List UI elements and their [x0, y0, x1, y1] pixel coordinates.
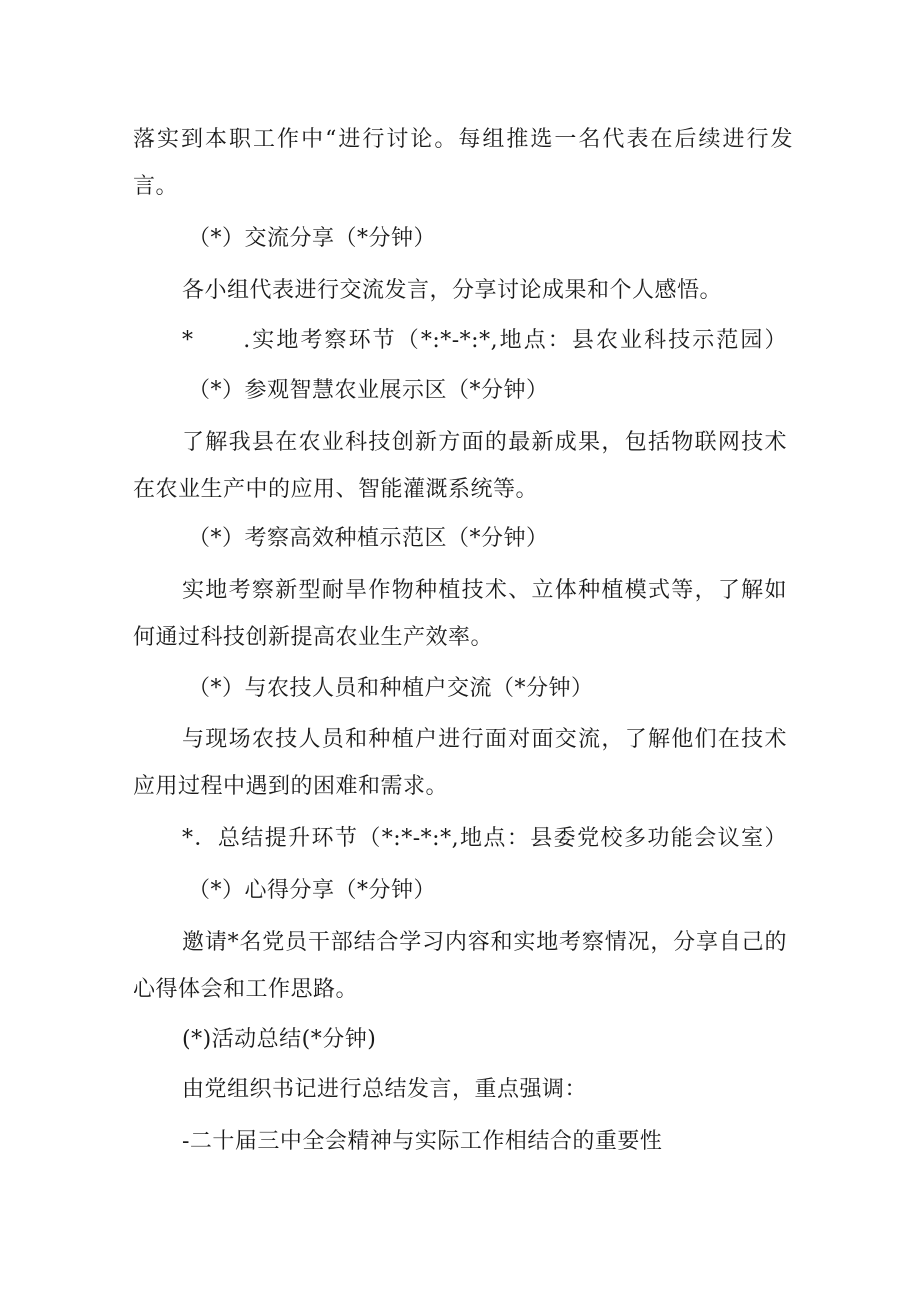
paragraph-line: 与现场农技人员和种植户进行面对面交流，了解他们在技术	[182, 727, 787, 752]
section-heading: (*)活动总结(*分钟)	[182, 1027, 377, 1052]
paragraph-line: 应用过程中遇到的困难和需求。	[133, 774, 449, 799]
paragraph-line: 实地考察新型耐旱作物种植技术、立体种植模式等，了解如	[182, 578, 787, 603]
section-heading: （*）参观智慧农业展示区（*分钟）	[188, 378, 549, 403]
section-heading: * .实地考察环节（*:*-*:*,地点：县农业科技示范园）	[182, 328, 787, 353]
paragraph-line: 言。	[133, 174, 179, 199]
paragraph-line: 邀请*名党员干部结合学习内容和实地考察情况，分享自己的	[182, 930, 787, 955]
paragraph-line: 了解我县在农业科技创新方面的最新成果，包括物联网技术	[182, 430, 787, 455]
paragraph-line: 由党组织书记进行总结发言，重点强调：	[182, 1077, 588, 1102]
paragraph-line: 各小组代表进行交流发言，分享讨论成果和个人感悟。	[182, 278, 723, 303]
paragraph-line: 心得体会和工作思路。	[133, 977, 359, 1002]
paragraph-line: -二十届三中全会精神与实际工作相结合的重要性	[182, 1129, 663, 1154]
section-heading: *．总结提升环节（*:*-*:*,地点：县委党校多功能会议室）	[182, 826, 787, 851]
section-heading: （*）考察高效种植示范区（*分钟）	[188, 526, 549, 551]
section-heading: （*）心得分享（*分钟）	[188, 878, 437, 903]
paragraph-line: 在农业生产中的应用、智能灌溉系统等。	[133, 477, 539, 502]
paragraph-line: 落实到本职工作中“进行讨论。每组推选一名代表在后续进行发	[133, 127, 793, 152]
paragraph-line: 何通过科技创新提高农业生产效率。	[133, 625, 494, 650]
section-heading: （*）与农技人员和种植户交流（*分钟）	[188, 676, 594, 701]
section-heading: （*）交流分享（*分钟）	[188, 226, 437, 251]
